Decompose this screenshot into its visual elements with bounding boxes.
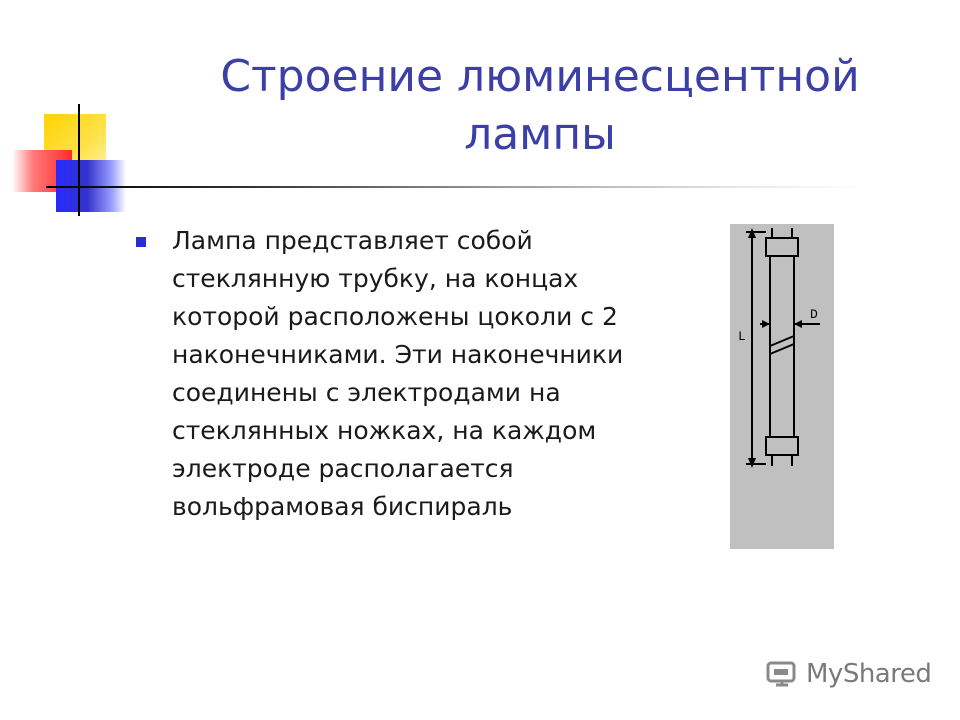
diameter-label: D <box>810 307 818 322</box>
watermark <box>766 654 931 694</box>
bullet-list <box>130 222 630 526</box>
lamp-diagram <box>730 224 834 549</box>
watermark-text: MyShared <box>806 659 932 689</box>
lamp-cap-bottom <box>766 437 798 455</box>
slide-title: Строение люминесцентной лампы <box>220 51 860 160</box>
myshared-logo-icon <box>766 657 800 691</box>
bullet-text: Лампа представляет собой стеклянную трубку, на концах которой расположены цоколи с 2 наконечниками. Эти наконечники соединены с электродами на стеклянных ножках, на каждом электроде располагается вольфрамовая биспираль <box>172 226 624 521</box>
bullet-marker-icon <box>136 237 146 247</box>
length-label: L <box>738 329 746 344</box>
bullet-item <box>130 222 630 526</box>
decor-vertical-rule <box>78 104 80 216</box>
lamp-cap-top <box>766 238 798 256</box>
lamp-diagram-drawing <box>730 224 834 549</box>
title-underline-rule <box>46 186 866 188</box>
